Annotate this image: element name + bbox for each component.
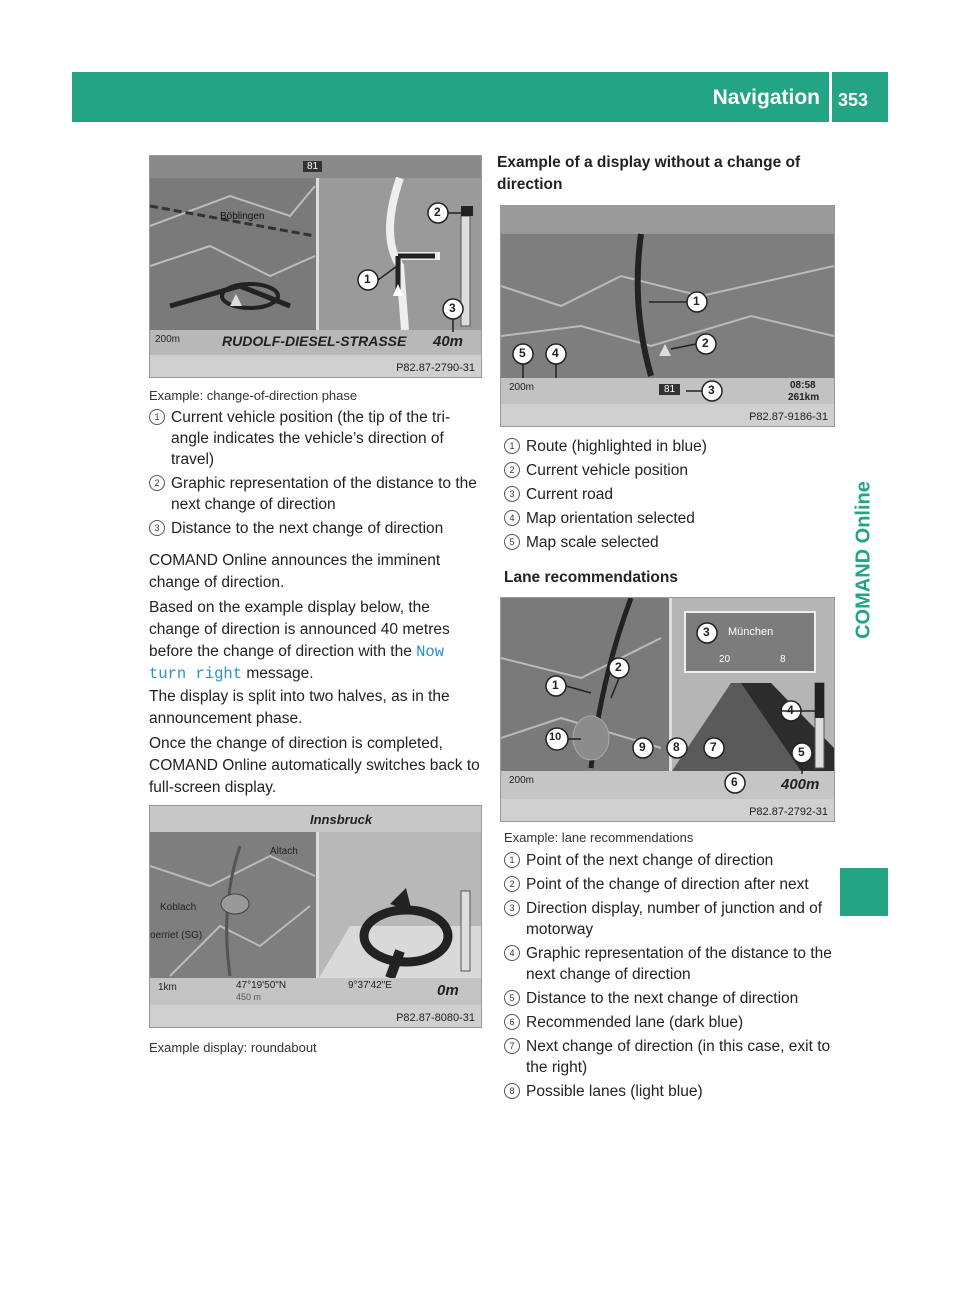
list-number: 6 bbox=[504, 1014, 520, 1030]
list-number: 2 bbox=[504, 876, 520, 892]
distance-readout: 40m bbox=[433, 333, 464, 350]
list-number: 4 bbox=[504, 510, 520, 526]
place-label: Böblingen bbox=[220, 211, 265, 222]
figure-code: P82.87-2792-31 bbox=[749, 806, 828, 818]
callout-7: 7 bbox=[710, 740, 717, 754]
sub-distance: 450 m bbox=[236, 992, 262, 1002]
place-label: Koblach bbox=[160, 902, 197, 913]
figure-lane-recommendations bbox=[500, 597, 835, 822]
list-item bbox=[504, 460, 838, 481]
list-number: 2 bbox=[504, 462, 520, 478]
motorway-number: 8 bbox=[780, 654, 786, 665]
street-name: RUDOLF-DIESEL-STRASSE bbox=[222, 333, 407, 349]
place-label: Altach bbox=[270, 846, 298, 857]
legend-list bbox=[504, 850, 838, 1105]
legend-list bbox=[149, 407, 483, 542]
list-text: Point of the next change of direction bbox=[526, 852, 774, 869]
map-scale: 200m bbox=[509, 382, 535, 393]
callout-8: 8 bbox=[673, 740, 680, 754]
list-text: Distance to the next change of direction bbox=[171, 520, 444, 537]
distance-readout: 400m bbox=[781, 776, 820, 793]
list-text: Graphic representation of the distance to the next change of direction bbox=[526, 945, 832, 983]
list-item bbox=[504, 532, 838, 553]
paragraph-text: message. bbox=[242, 665, 314, 682]
list-item bbox=[504, 988, 838, 1009]
list-item bbox=[504, 1012, 838, 1033]
side-tab-marker bbox=[840, 868, 888, 916]
list-number: 3 bbox=[504, 900, 520, 916]
callout-4: 4 bbox=[552, 346, 559, 360]
list-number: 3 bbox=[149, 520, 165, 536]
page-number: 353 bbox=[838, 90, 869, 110]
callout-6: 6 bbox=[731, 775, 738, 789]
callout-2: 2 bbox=[702, 336, 709, 350]
callout-4: 4 bbox=[787, 703, 794, 717]
paragraph: COMAND Online announces the imminent change of direction. bbox=[149, 552, 441, 591]
list-item bbox=[504, 943, 838, 985]
list-text: Point of the change of direction after next bbox=[526, 876, 809, 893]
longitude: 9°37'42"E bbox=[348, 980, 392, 991]
list-number: 8 bbox=[504, 1083, 520, 1099]
section-title: Navigation bbox=[712, 86, 820, 109]
callout-2: 2 bbox=[615, 660, 622, 674]
callout-5: 5 bbox=[519, 346, 526, 360]
legend-list bbox=[504, 436, 838, 556]
map-scale: 200m bbox=[509, 775, 535, 786]
list-number: 5 bbox=[504, 534, 520, 550]
road-badge: 81 bbox=[659, 384, 680, 395]
list-number: 7 bbox=[504, 1038, 520, 1054]
figure-caption: Example: change-of-direction phase bbox=[149, 388, 358, 403]
header-separator bbox=[829, 72, 832, 122]
callout-5: 5 bbox=[798, 745, 805, 759]
list-item bbox=[504, 436, 838, 457]
list-text: Map orientation selected bbox=[526, 510, 695, 527]
list-number: 5 bbox=[504, 990, 520, 1006]
paragraph bbox=[149, 597, 481, 685]
callout-1: 1 bbox=[552, 678, 559, 692]
distance-readout: 0m bbox=[437, 982, 459, 999]
list-item bbox=[504, 898, 838, 940]
list-text: Graphic representation of the distance to the next change of direction bbox=[171, 475, 477, 513]
callout-1: 1 bbox=[693, 294, 700, 308]
figure-caption: Example display: roundabout bbox=[149, 1040, 317, 1055]
direction-city: München bbox=[728, 626, 774, 638]
figure-code: P82.87-2790-31 bbox=[396, 362, 475, 374]
figure-code: P82.87-8080-31 bbox=[396, 1012, 475, 1024]
side-tab-label: COMAND Online bbox=[852, 481, 875, 639]
list-item bbox=[504, 508, 838, 529]
message-text: Now turn right bbox=[149, 643, 445, 683]
callout-1: 1 bbox=[364, 272, 371, 286]
list-text: Possible lanes (light blue) bbox=[526, 1083, 703, 1100]
list-text: Current road bbox=[526, 486, 614, 503]
callout-3: 3 bbox=[703, 625, 710, 639]
callout-10: 10 bbox=[549, 731, 562, 743]
paragraph: Once the change of direction is completed, COMAND Online automatically switches back to full-screen display. bbox=[149, 735, 480, 796]
list-number: 1 bbox=[149, 409, 165, 425]
junction-number: 20 bbox=[719, 654, 731, 665]
list-number: 4 bbox=[504, 945, 520, 961]
map-scale: 1km bbox=[158, 982, 177, 993]
callout-9: 9 bbox=[639, 740, 646, 754]
list-text: Current vehicle position (the tip of the tri-angle indicates the vehicle’s direction of travel) bbox=[171, 409, 451, 468]
map-scale: 200m bbox=[155, 334, 181, 345]
list-item bbox=[149, 473, 483, 515]
list-text: Recommended lane (dark blue) bbox=[526, 1014, 744, 1031]
paragraph: The display is split into two halves, as in the announcement phase. bbox=[149, 688, 450, 727]
list-text: Next change of direction (in this case, exit to the right) bbox=[526, 1038, 831, 1076]
list-number: 1 bbox=[504, 852, 520, 868]
callout-3: 3 bbox=[708, 383, 715, 397]
latitude: 47°19'50"N bbox=[236, 980, 287, 991]
section-heading: Lane recommendations bbox=[504, 569, 678, 586]
section-heading: Example of a display without a change of direction bbox=[497, 154, 801, 193]
figure-caption: Example: lane recommendations bbox=[504, 830, 694, 845]
place-label: oerriet (SG) bbox=[150, 930, 203, 941]
remaining-distance: 261km bbox=[788, 392, 820, 403]
list-text: Map scale selected bbox=[526, 534, 659, 551]
list-text: Route (highlighted in blue) bbox=[526, 438, 707, 455]
list-number: 1 bbox=[504, 438, 520, 454]
list-text: Direction display, number of junction and of motorway bbox=[526, 900, 823, 938]
figure-code: P82.87-9186-31 bbox=[749, 411, 828, 423]
figure-change-of-direction bbox=[149, 155, 482, 378]
road-badge: 81 bbox=[303, 161, 322, 172]
map-title: Innsbruck bbox=[310, 812, 373, 827]
list-item bbox=[504, 484, 838, 505]
figure-no-change bbox=[500, 205, 835, 427]
list-item bbox=[504, 1081, 838, 1102]
callout-3: 3 bbox=[449, 301, 456, 315]
list-number: 3 bbox=[504, 486, 520, 502]
list-item bbox=[149, 518, 483, 539]
arrival-time: 08:58 bbox=[790, 380, 816, 391]
list-item bbox=[149, 407, 483, 470]
list-item bbox=[504, 1036, 838, 1078]
list-number: 2 bbox=[149, 475, 165, 491]
figure-roundabout bbox=[149, 805, 482, 1028]
callout-2: 2 bbox=[434, 205, 441, 219]
list-item bbox=[504, 874, 838, 895]
list-text: Distance to the next change of direction bbox=[526, 990, 799, 1007]
paragraph-text: Based on the example display below, the change of direction is announced 40 metres before the change of direction with the bbox=[149, 599, 450, 660]
list-item bbox=[504, 850, 838, 871]
list-text: Current vehicle position bbox=[526, 462, 688, 479]
